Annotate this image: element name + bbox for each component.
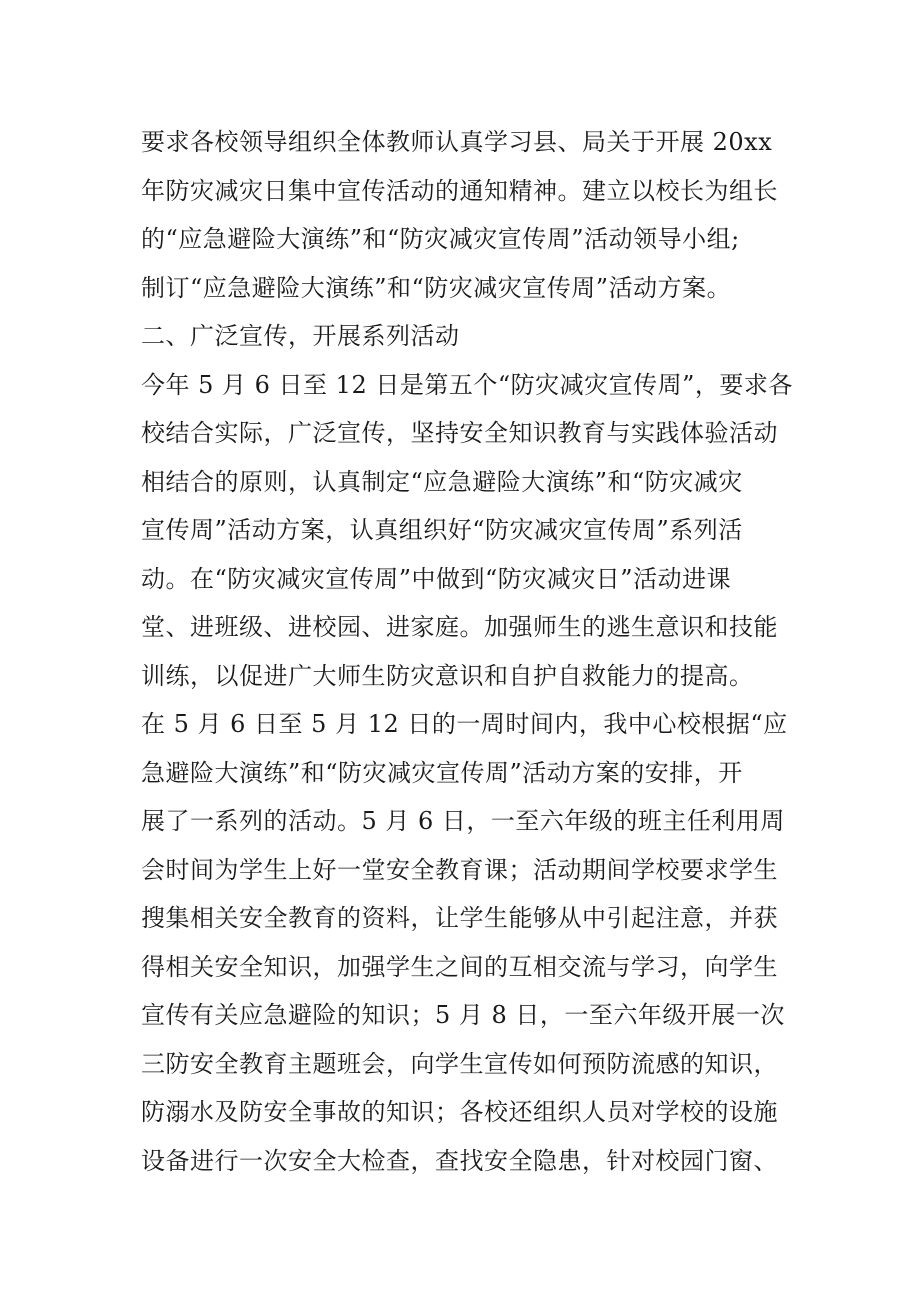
document-body: [141, 118, 801, 1185]
text-line: 在 5 月 6 日至 5 月 12 日的一周时间内，我中心校根据“应: [141, 710, 788, 738]
text-line: 急避险大演练”和“防灾减灾宣传周”活动方案的安排，开: [141, 758, 743, 787]
text-line: 展了一系列的活动。5 月 6 日，一至六年级的班主任利用周: [141, 807, 785, 835]
text-line: 得相关安全知识，加强学生之间的互相交流与学习，向学生: [141, 952, 778, 981]
text-line: 的“应急避险大演练”和“防灾减灾宣传周”活动领导小组;: [141, 225, 740, 253]
text-line: 设备进行一次安全大检查，查找安全隐患，针对校园门窗、: [141, 1146, 778, 1175]
text-line: 搜集相关安全教育的资料，让学生能够从中引起注意，并获: [141, 904, 778, 932]
text-line: 制订“应急避险大演练”和“防灾减灾宣传周”活动方案。: [141, 273, 732, 302]
text-line: 年防灾减灾日集中宣传活动的通知精神。建立以校长为组长: [141, 176, 778, 205]
text-line: 相结合的原则，认真制定“应急避险大演练”和“防灾减灾: [141, 467, 743, 496]
text-line: 会时间为学生上好一堂安全教育课；活动期间学校要求学生: [141, 855, 778, 884]
text-line: 训练，以促进广大师生防灾意识和自护自救能力的提高。: [141, 661, 754, 690]
text-line: 宣传有关应急避险的知识；5 月 8 日，一至六年级开展一次: [141, 1001, 785, 1029]
text-line: 要求各校领导组织全体教师认真学习县、局关于开展 20xx: [141, 128, 773, 156]
text-line: 校结合实际，广泛宣传，坚持安全知识教育与实践体验活动: [141, 419, 778, 447]
section-heading: 二、广泛宣传，开展系列活动: [141, 322, 460, 350]
text-line: 动。在“防灾减灾宣传周”中做到“防灾减灾日”活动进课: [141, 564, 732, 593]
text-line: 今年 5 月 6 日至 12 日是第五个“防灾减灾宣传周”，要求各: [141, 370, 793, 399]
text-line: 堂、进班级、进校园、进家庭。加强师生的逃生意识和技能: [141, 613, 778, 641]
text-line: 防溺水及防安全事故的知识；各校还组织人员对学校的设施: [141, 1098, 778, 1126]
text-line: 宣传周”活动方案，认真组织好“防灾减灾宣传周”系列活: [141, 516, 743, 544]
text-line: 三防安全教育主题班会，向学生宣传如何预防流感的知识，: [141, 1049, 778, 1078]
